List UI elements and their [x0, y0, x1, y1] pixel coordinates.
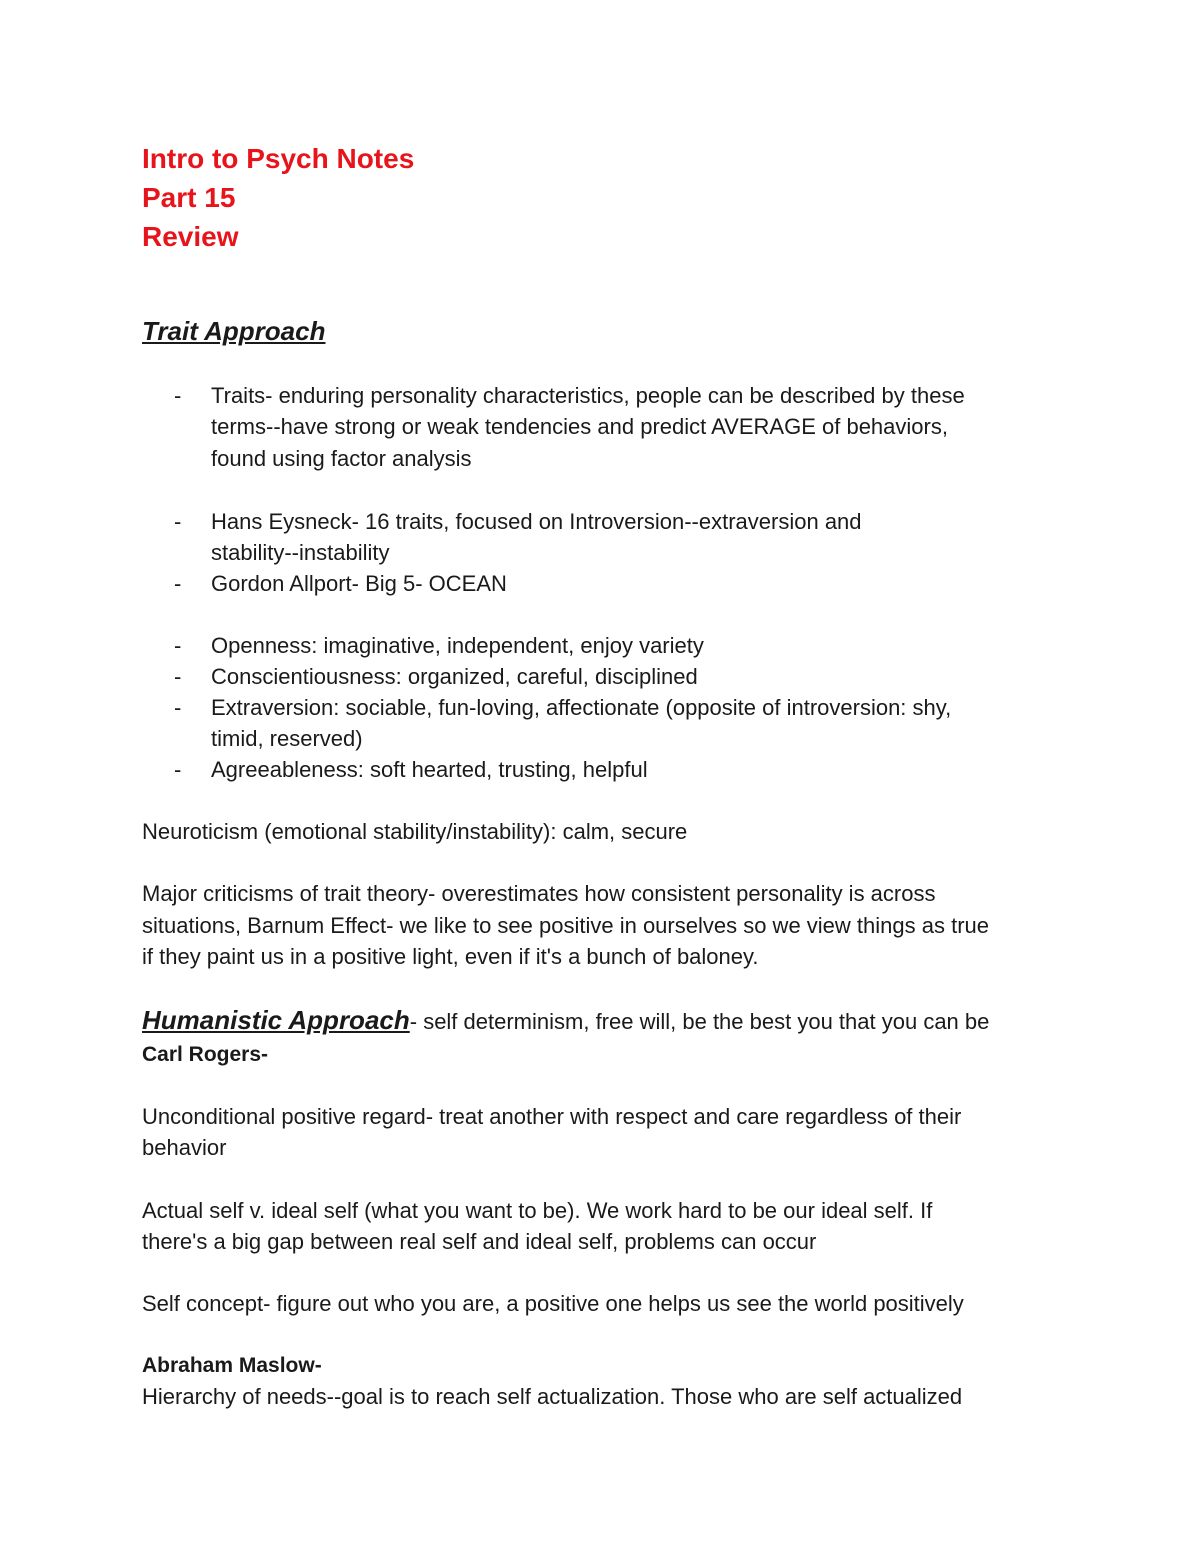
doc-title: Intro to Psych Notes — [142, 143, 415, 174]
humanistic-heading-suffix: - self determinism, free will, be the best you that you can be — [409, 1009, 990, 1034]
hierarchy-text: Hierarchy of needs--goal is to reach self actualization. Those who are self actualized — [142, 1384, 963, 1409]
bullet-dash: - — [174, 571, 182, 596]
bullet-dash: - — [174, 383, 182, 408]
abraham-maslow-label: Abraham Maslow- — [142, 1354, 322, 1377]
actual-self-line-2: there's a big gap between real self and ideal self, problems can occur — [142, 1229, 817, 1254]
agreeableness-bullet: Agreeableness: soft hearted, trusting, helpful — [211, 757, 648, 782]
bullet-dash: - — [174, 695, 182, 720]
upr-line-2: behavior — [142, 1135, 227, 1160]
extraversion-bullet-line-2: timid, reserved) — [211, 726, 363, 751]
allport-bullet: Gordon Allport- Big 5- OCEAN — [211, 571, 507, 596]
extraversion-bullet-line-1: Extraversion: sociable, fun-loving, affectionate (opposite of introversion: shy, — [211, 695, 952, 720]
trait-approach-heading: Trait Approach — [142, 316, 326, 346]
humanistic-heading-row — [142, 1007, 989, 1035]
eysneck-bullet-line-1: Hans Eysneck- 16 traits, focused on Introversion--extraversion and — [211, 509, 862, 534]
doc-part-label: Part 15 — [142, 182, 236, 213]
humanistic-approach-heading: Humanistic Approach — [142, 1005, 410, 1035]
self-concept-text: Self concept- figure out who you are, a positive one helps us see the world positively — [142, 1291, 964, 1316]
conscientiousness-bullet: Conscientiousness: organized, careful, disciplined — [211, 664, 698, 689]
traits-bullet-line-3: found using factor analysis — [211, 446, 472, 471]
criticism-line-3: if they paint us in a positive light, even if it's a bunch of baloney. — [142, 944, 759, 969]
criticism-line-1: Major criticisms of trait theory- overestimates how consistent personality is across — [142, 881, 936, 906]
carl-rogers-label: Carl Rogers- — [142, 1043, 269, 1066]
bullet-dash: - — [174, 757, 182, 782]
bullet-dash: - — [174, 509, 182, 534]
upr-line-1: Unconditional positive regard- treat another with respect and care regardless of their — [142, 1104, 962, 1129]
traits-bullet-line-2: terms--have strong or weak tendencies and predict AVERAGE of behaviors, — [211, 414, 948, 439]
openness-bullet: Openness: imaginative, independent, enjoy variety — [211, 633, 704, 658]
bullet-dash: - — [174, 664, 182, 689]
neuroticism-text: Neuroticism (emotional stability/instability): calm, secure — [142, 819, 688, 844]
traits-bullet-line-1: Traits- enduring personality characteristics, people can be described by these — [211, 383, 965, 408]
eysneck-bullet-line-2: stability--instability — [211, 540, 390, 565]
bullet-dash: - — [174, 633, 182, 658]
criticism-line-2: situations, Barnum Effect- we like to see positive in ourselves so we view things as true — [142, 913, 989, 938]
doc-review-label: Review — [142, 221, 239, 252]
actual-self-line-1: Actual self v. ideal self (what you want to be). We work hard to be our ideal self. If — [142, 1198, 933, 1223]
